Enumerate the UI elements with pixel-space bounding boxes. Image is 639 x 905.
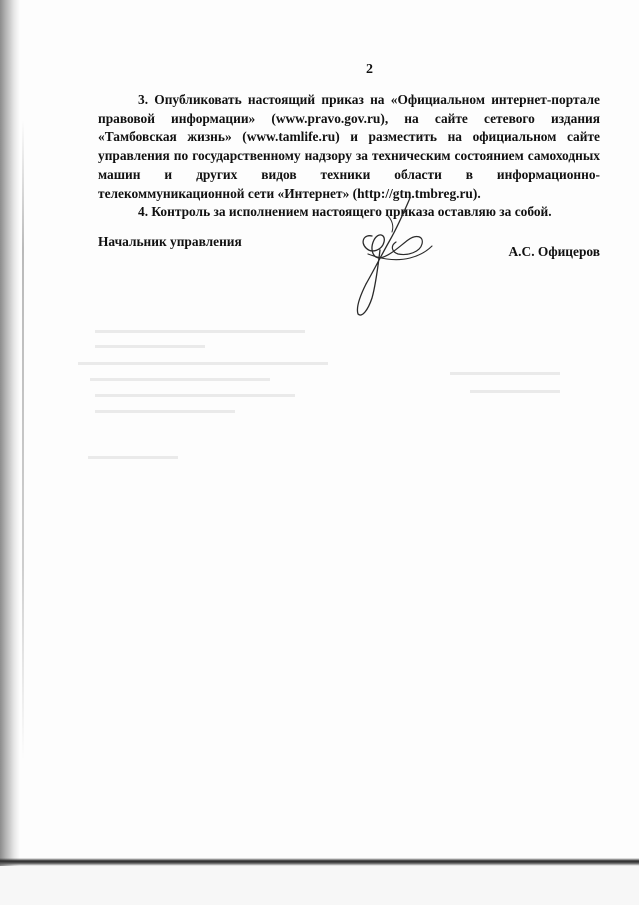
paragraph-control: 4. Контроль за исполнением настоящего приказа оставляю за собой.	[138, 204, 552, 220]
handwritten-signature	[338, 196, 438, 320]
page-number: 2	[366, 62, 373, 77]
show-through-line	[95, 345, 205, 348]
show-through-line	[88, 456, 178, 459]
show-through-line	[90, 378, 270, 381]
scan-background-strip	[0, 866, 639, 905]
show-through-line	[95, 394, 295, 397]
scan-binding-shadow	[22, 120, 24, 760]
signer-name: А.С. Офицеров	[508, 244, 600, 259]
scan-bottom-edge	[0, 858, 639, 866]
show-through-line	[470, 390, 560, 393]
show-through-line	[95, 330, 305, 333]
show-through-line	[450, 372, 560, 375]
show-through-line	[78, 362, 328, 365]
signer-position: Начальник управления	[98, 234, 242, 249]
scan-left-edge-shadow	[0, 0, 20, 905]
paragraph-publish-order: 3. Опубликовать настоящий приказ на «Официальном интернет-портале правовой информации» (www.pravo.gov.ru), на сайте сетевого издания «Тамбовская жизнь» (www.tamlife.ru) и разместить на официальном сайте управления по государственному надзору за техническим состоянием самоходных машин и других видов техники области в информационно-телекоммуникационной сети «Интернет» (http://gtn.tmbreg.ru).	[98, 92, 600, 201]
show-through-line	[95, 410, 235, 413]
